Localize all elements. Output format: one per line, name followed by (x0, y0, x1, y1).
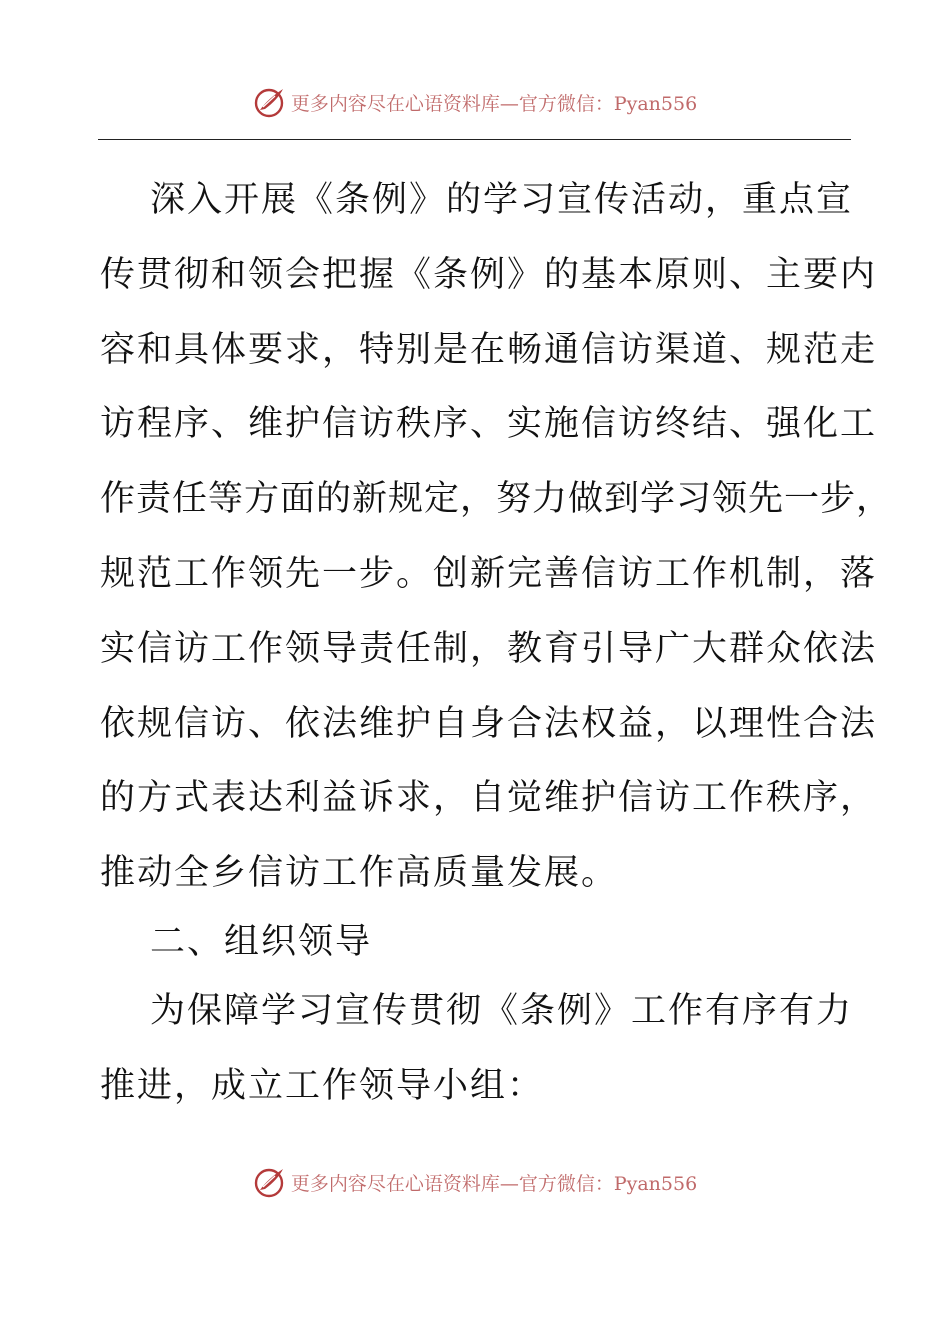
text-line: 实信访工作领导责任制，教育引导广大群众依法 (100, 628, 878, 669)
text-line: 访程序、维护信访秩序、实施信访终结、强化工 (100, 404, 878, 445)
quill-logo-icon (253, 1165, 287, 1199)
text-line: 作责任等方面的新规定，努力做到学习领先一步， (100, 479, 893, 520)
text-line: 容和具体要求，特别是在畅通信访渠道、规范走 (100, 329, 878, 370)
header-banner (0, 82, 950, 122)
banner-text: 更多内容尽在心语资料库—官方微信：Pyan556 (290, 1172, 698, 1195)
text-line: 为保障学习宣传贯彻《条例》工作有序有力 (150, 991, 854, 1031)
banner-text: 更多内容尽在心语资料库—官方微信：Pyan556 (290, 92, 698, 115)
quill-logo-icon (253, 85, 287, 119)
paragraph-1 (100, 163, 893, 911)
section-heading: 二、组织领导 (150, 922, 373, 962)
text-line: 传贯彻和领会把握《条例》的基本原则、主要内 (100, 254, 878, 295)
text-line: 规范工作领先一步。创新完善信访工作机制，落 (100, 553, 878, 594)
text-line: 推进，成立工作领导小组： (100, 1065, 545, 1106)
paragraph-2 (100, 974, 854, 1124)
footer-banner (0, 1162, 950, 1202)
text-line: 深入开展《条例》的学习宣传活动，重点宣 (150, 180, 854, 220)
text-line: 的方式表达利益诉求，自觉维护信访工作秩序， (100, 778, 878, 819)
text-line: 推动全乡信访工作高质量发展。 (100, 853, 619, 894)
text-line: 依规信访、依法维护自身合法权益，以理性合法 (100, 703, 878, 744)
header-rule (98, 139, 851, 140)
